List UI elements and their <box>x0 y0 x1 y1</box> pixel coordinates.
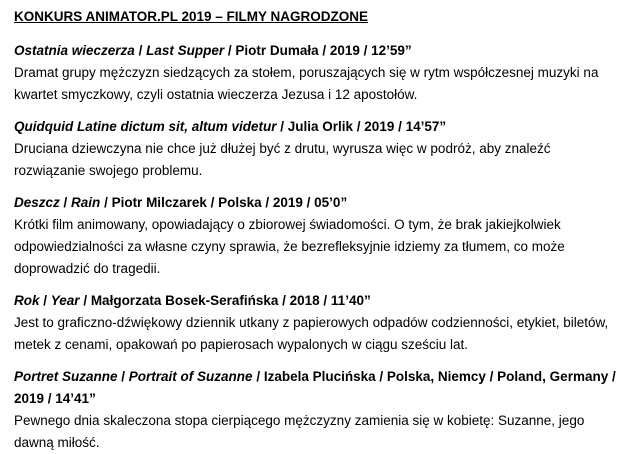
film-title-separator: / <box>134 43 147 58</box>
film-title-pl: Quidquid Latine dictum sit, altum videtur <box>14 119 277 134</box>
film-header <box>14 290 620 312</box>
film-header <box>14 40 620 62</box>
film-title-separator: / <box>117 369 129 384</box>
film-entry <box>14 116 620 182</box>
film-description: Dramat grupy mężczyzn siedzących za stołem, poruszających się w rytm współczesnej muzyki na kwartet smyczkowy, czyli ostatnia wieczerza Jezusa i 12 apostołów. <box>14 65 599 102</box>
film-title-en: Rain <box>71 195 101 210</box>
film-title-pl: Portret Suzanne <box>14 369 118 384</box>
film-title-pl: Ostatnia wieczerza <box>14 43 135 58</box>
film-header <box>14 192 620 214</box>
film-meta: / Piotr Dumała / 2019 / 12’59” <box>224 43 412 58</box>
film-description: Jest to graficzno-dźwiękowy dziennik utkany z papierowych odpadów codzienności, etykiet, biletów, metek z cenami, opakowań po papierosach wypalonych w ciągu sześciu lat. <box>14 315 609 352</box>
film-title-separator: / <box>39 293 51 308</box>
film-title-en: Portrait of Suzanne <box>128 369 253 384</box>
film-title-en: Year <box>50 293 80 308</box>
film-header <box>14 116 620 138</box>
film-title-pl: Deszcz <box>14 195 60 210</box>
film-title-pl: Rok <box>14 293 40 308</box>
film-title-en: Last Supper <box>146 43 225 58</box>
film-header <box>14 366 620 410</box>
film-description: Druciana dziewczyna nie chce już dłużej być z drutu, wyrusza więc w podróż, aby znaleźć rozwiązanie swojego problemu. <box>14 141 551 178</box>
film-entry <box>14 192 620 280</box>
film-entry <box>14 366 620 454</box>
document-title: KONKURS ANIMATOR.PL 2019 – FILMY NAGRODZONE <box>14 9 369 24</box>
film-title-separator: / <box>59 195 72 210</box>
film-meta: / Piotr Milczarek / Polska / 2019 / 05’0” <box>100 195 348 210</box>
film-meta: / Julia Orlik / 2019 / 14’57” <box>276 119 447 134</box>
film-description: Pewnego dnia skaleczona stopa cierpiącego mężczyzny zamienia się w kobietę: Suzanne, jego dawną miłość. <box>14 413 585 450</box>
film-meta: / Izabela Plucińska / Polska, Niemcy / Poland, Germany / 2019 / 14’41” <box>14 369 616 406</box>
film-description: Krótki film animowany, opowiadający o zbiorowej świadomości. O tym, że brak jakiejkolwiek odpowiedzialności za własne czyny sprawia, że bezrefleksyjnie idziemy za tłumem, co może doprowadzić do tragedii. <box>14 217 565 276</box>
film-entry <box>14 290 620 356</box>
film-meta: / Małgorzata Bosek-Serafińska / 2018 / 11’40” <box>79 293 371 308</box>
film-entry <box>14 40 620 106</box>
